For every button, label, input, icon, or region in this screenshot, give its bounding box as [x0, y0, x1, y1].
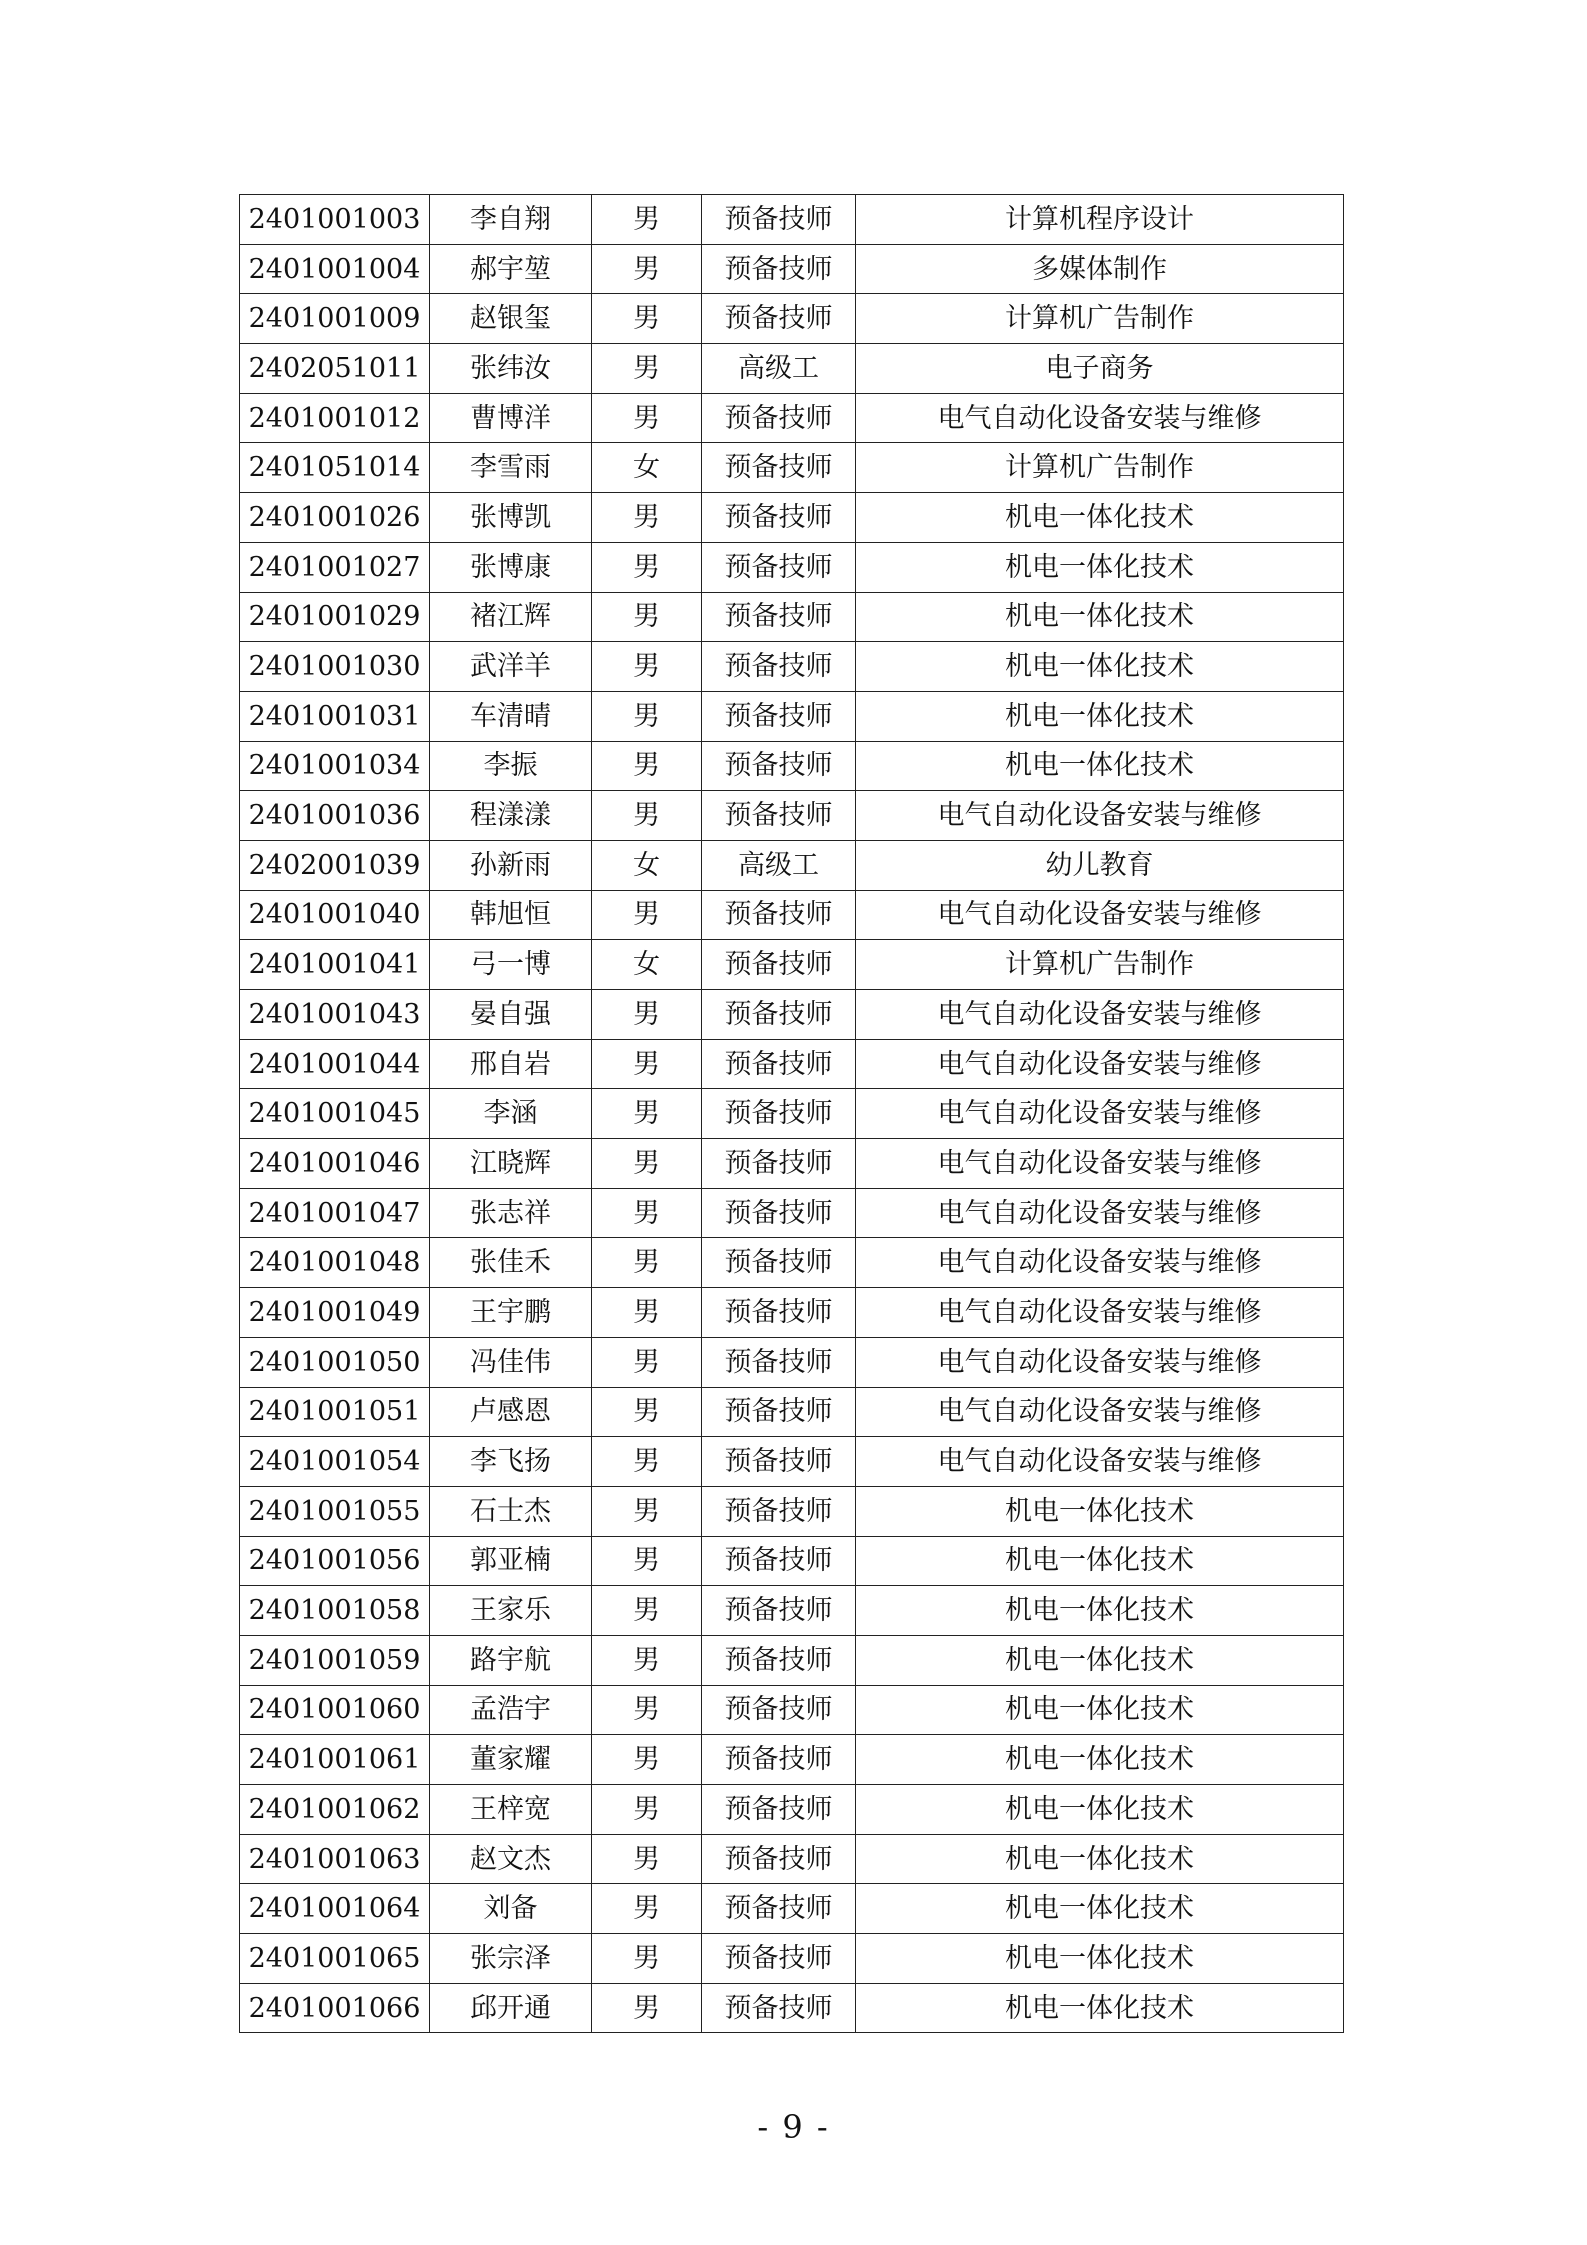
student-id-cell: 2401001046: [240, 1139, 430, 1189]
gender-cell: 男: [592, 1288, 702, 1338]
table-row: [240, 1486, 1344, 1536]
table-row: [240, 443, 1344, 493]
student-name-cell: 李飞扬: [430, 1437, 592, 1487]
gender-cell: 男: [592, 344, 702, 394]
level-cell: 预备技师: [702, 1685, 856, 1735]
table-row: [240, 1039, 1344, 1089]
table-row: [240, 393, 1344, 443]
level-cell: 预备技师: [702, 1983, 856, 2033]
level-cell: 预备技师: [702, 741, 856, 791]
major-cell: 电气自动化设备安装与维修: [856, 393, 1344, 443]
major-cell: 计算机广告制作: [856, 294, 1344, 344]
level-cell: 预备技师: [702, 1039, 856, 1089]
student-name-cell: 赵文杰: [430, 1834, 592, 1884]
student-id-cell: 2401001063: [240, 1834, 430, 1884]
student-name-cell: 孟浩宇: [430, 1685, 592, 1735]
table-row: [240, 1437, 1344, 1487]
student-id-cell: 2402051011: [240, 344, 430, 394]
table-row: [240, 493, 1344, 543]
level-cell: 预备技师: [702, 1635, 856, 1685]
gender-cell: 男: [592, 1337, 702, 1387]
gender-cell: 男: [592, 741, 702, 791]
level-cell: 预备技师: [702, 1536, 856, 1586]
level-cell: 预备技师: [702, 1387, 856, 1437]
level-cell: 预备技师: [702, 890, 856, 940]
gender-cell: 男: [592, 1785, 702, 1835]
student-name-cell: 董家耀: [430, 1735, 592, 1785]
student-name-cell: 赵银玺: [430, 294, 592, 344]
major-cell: 电气自动化设备安装与维修: [856, 1089, 1344, 1139]
student-name-cell: 张博康: [430, 542, 592, 592]
student-name-cell: 江晓辉: [430, 1139, 592, 1189]
student-id-cell: 2401001061: [240, 1735, 430, 1785]
gender-cell: 男: [592, 1039, 702, 1089]
student-id-cell: 2401001030: [240, 642, 430, 692]
table-row: [240, 1685, 1344, 1735]
level-cell: 预备技师: [702, 642, 856, 692]
student-name-cell: 郝宇堃: [430, 244, 592, 294]
student-name-cell: 韩旭恒: [430, 890, 592, 940]
student-name-cell: 王宇鹏: [430, 1288, 592, 1338]
student-name-cell: 张佳禾: [430, 1238, 592, 1288]
level-cell: 预备技师: [702, 990, 856, 1040]
table-row: [240, 940, 1344, 990]
table-row: [240, 791, 1344, 841]
table-row: [240, 1785, 1344, 1835]
student-name-cell: 曹博洋: [430, 393, 592, 443]
student-name-cell: 郭亚楠: [430, 1536, 592, 1586]
gender-cell: 男: [592, 1536, 702, 1586]
level-cell: 预备技师: [702, 1089, 856, 1139]
student-name-cell: 冯佳伟: [430, 1337, 592, 1387]
major-cell: 机电一体化技术: [856, 642, 1344, 692]
table-row: [240, 1586, 1344, 1636]
gender-cell: 男: [592, 1139, 702, 1189]
gender-cell: 男: [592, 1387, 702, 1437]
gender-cell: 男: [592, 990, 702, 1040]
gender-cell: 男: [592, 1437, 702, 1487]
student-id-cell: 2401001040: [240, 890, 430, 940]
student-id-cell: 2401001034: [240, 741, 430, 791]
student-name-cell: 武洋羊: [430, 642, 592, 692]
gender-cell: 男: [592, 1834, 702, 1884]
gender-cell: 男: [592, 1089, 702, 1139]
level-cell: 预备技师: [702, 393, 856, 443]
student-id-cell: 2401001060: [240, 1685, 430, 1735]
table-row: [240, 1983, 1344, 2033]
student-id-cell: 2401001062: [240, 1785, 430, 1835]
student-id-cell: 2401001031: [240, 691, 430, 741]
student-name-cell: 刘备: [430, 1884, 592, 1934]
major-cell: 电气自动化设备安装与维修: [856, 1288, 1344, 1338]
gender-cell: 男: [592, 1735, 702, 1785]
major-cell: 机电一体化技术: [856, 1785, 1344, 1835]
roster-body: [240, 195, 1344, 2033]
level-cell: 预备技师: [702, 1486, 856, 1536]
student-id-cell: 2401001055: [240, 1486, 430, 1536]
student-id-cell: 2401001066: [240, 1983, 430, 2033]
student-name-cell: 张纬汝: [430, 344, 592, 394]
major-cell: 多媒体制作: [856, 244, 1344, 294]
table-row: [240, 1188, 1344, 1238]
student-name-cell: 石士杰: [430, 1486, 592, 1536]
gender-cell: 男: [592, 1586, 702, 1636]
major-cell: 机电一体化技术: [856, 1586, 1344, 1636]
gender-cell: 男: [592, 1635, 702, 1685]
student-id-cell: 2401001047: [240, 1188, 430, 1238]
student-id-cell: 2401001059: [240, 1635, 430, 1685]
student-name-cell: 车清晴: [430, 691, 592, 741]
student-id-cell: 2401001051: [240, 1387, 430, 1437]
major-cell: 电气自动化设备安装与维修: [856, 791, 1344, 841]
level-cell: 预备技师: [702, 1735, 856, 1785]
table-row: [240, 1387, 1344, 1437]
major-cell: 机电一体化技术: [856, 1735, 1344, 1785]
student-name-cell: 路宇航: [430, 1635, 592, 1685]
gender-cell: 男: [592, 1238, 702, 1288]
major-cell: 计算机程序设计: [856, 195, 1344, 245]
table-row: [240, 741, 1344, 791]
major-cell: 机电一体化技术: [856, 592, 1344, 642]
major-cell: 计算机广告制作: [856, 443, 1344, 493]
gender-cell: 男: [592, 393, 702, 443]
page-number: - 9 -: [757, 2108, 830, 2146]
student-id-cell: 2401001058: [240, 1586, 430, 1636]
table-row: [240, 691, 1344, 741]
student-id-cell: 2401001044: [240, 1039, 430, 1089]
major-cell: 电气自动化设备安装与维修: [856, 890, 1344, 940]
table-row: [240, 1635, 1344, 1685]
table-row: [240, 1536, 1344, 1586]
major-cell: 电气自动化设备安装与维修: [856, 1337, 1344, 1387]
student-name-cell: 褚江辉: [430, 592, 592, 642]
student-name-cell: 王梓宽: [430, 1785, 592, 1835]
table-row: [240, 1884, 1344, 1934]
level-cell: 预备技师: [702, 1437, 856, 1487]
major-cell: 机电一体化技术: [856, 691, 1344, 741]
major-cell: 电气自动化设备安装与维修: [856, 1039, 1344, 1089]
gender-cell: 男: [592, 890, 702, 940]
level-cell: 预备技师: [702, 195, 856, 245]
gender-cell: 女: [592, 840, 702, 890]
student-name-cell: 张志祥: [430, 1188, 592, 1238]
student-name-cell: 王家乐: [430, 1586, 592, 1636]
level-cell: 预备技师: [702, 1834, 856, 1884]
gender-cell: 女: [592, 940, 702, 990]
major-cell: 电气自动化设备安装与维修: [856, 1238, 1344, 1288]
student-name-cell: 邢自岩: [430, 1039, 592, 1089]
gender-cell: 男: [592, 542, 702, 592]
table-row: [240, 294, 1344, 344]
table-row: [240, 244, 1344, 294]
level-cell: 预备技师: [702, 1337, 856, 1387]
major-cell: 电气自动化设备安装与维修: [856, 990, 1344, 1040]
major-cell: 计算机广告制作: [856, 940, 1344, 990]
level-cell: 预备技师: [702, 592, 856, 642]
level-cell: 高级工: [702, 344, 856, 394]
table-row: [240, 1089, 1344, 1139]
gender-cell: 男: [592, 195, 702, 245]
student-id-cell: 2401001012: [240, 393, 430, 443]
major-cell: 机电一体化技术: [856, 1635, 1344, 1685]
student-id-cell: 2401001029: [240, 592, 430, 642]
student-id-cell: 2401001036: [240, 791, 430, 841]
student-name-cell: 李涵: [430, 1089, 592, 1139]
student-id-cell: 2401001064: [240, 1884, 430, 1934]
gender-cell: 男: [592, 1934, 702, 1984]
student-name-cell: 李振: [430, 741, 592, 791]
gender-cell: 男: [592, 1188, 702, 1238]
gender-cell: 男: [592, 244, 702, 294]
major-cell: 机电一体化技术: [856, 1884, 1344, 1934]
gender-cell: 男: [592, 294, 702, 344]
major-cell: 机电一体化技术: [856, 1834, 1344, 1884]
student-id-cell: 2401001043: [240, 990, 430, 1040]
level-cell: 预备技师: [702, 791, 856, 841]
gender-cell: 男: [592, 791, 702, 841]
major-cell: 机电一体化技术: [856, 1934, 1344, 1984]
student-name-cell: 张博凯: [430, 493, 592, 543]
student-name-cell: 孙新雨: [430, 840, 592, 890]
major-cell: 机电一体化技术: [856, 1983, 1344, 2033]
major-cell: 电气自动化设备安装与维修: [856, 1437, 1344, 1487]
gender-cell: 男: [592, 642, 702, 692]
table-row: [240, 890, 1344, 940]
major-cell: 电气自动化设备安装与维修: [856, 1188, 1344, 1238]
student-name-cell: 张宗泽: [430, 1934, 592, 1984]
level-cell: 预备技师: [702, 1934, 856, 1984]
student-id-cell: 2401001056: [240, 1536, 430, 1586]
student-name-cell: 李雪雨: [430, 443, 592, 493]
major-cell: 电气自动化设备安装与维修: [856, 1387, 1344, 1437]
gender-cell: 男: [592, 493, 702, 543]
major-cell: 机电一体化技术: [856, 493, 1344, 543]
table-row: [240, 344, 1344, 394]
level-cell: 预备技师: [702, 940, 856, 990]
level-cell: 预备技师: [702, 1586, 856, 1636]
level-cell: 预备技师: [702, 244, 856, 294]
gender-cell: 男: [592, 1685, 702, 1735]
level-cell: 预备技师: [702, 542, 856, 592]
level-cell: 预备技师: [702, 1288, 856, 1338]
table-row: [240, 642, 1344, 692]
major-cell: 机电一体化技术: [856, 1685, 1344, 1735]
gender-cell: 男: [592, 691, 702, 741]
major-cell: 电子商务: [856, 344, 1344, 394]
student-name-cell: 邱开通: [430, 1983, 592, 2033]
level-cell: 预备技师: [702, 443, 856, 493]
table-row: [240, 1735, 1344, 1785]
major-cell: 机电一体化技术: [856, 1486, 1344, 1536]
student-roster-table: [239, 194, 1344, 2033]
student-id-cell: 2401001065: [240, 1934, 430, 1984]
table-row: [240, 1337, 1344, 1387]
gender-cell: 男: [592, 592, 702, 642]
student-id-cell: 2401051014: [240, 443, 430, 493]
gender-cell: 男: [592, 1884, 702, 1934]
level-cell: 预备技师: [702, 294, 856, 344]
table-row: [240, 1288, 1344, 1338]
student-name-cell: 李自翔: [430, 195, 592, 245]
level-cell: 预备技师: [702, 1884, 856, 1934]
table-row: [240, 1238, 1344, 1288]
student-id-cell: 2401001048: [240, 1238, 430, 1288]
student-id-cell: 2401001050: [240, 1337, 430, 1387]
major-cell: 机电一体化技术: [856, 741, 1344, 791]
major-cell: 机电一体化技术: [856, 1536, 1344, 1586]
table-row: [240, 990, 1344, 1040]
student-id-cell: 2401001003: [240, 195, 430, 245]
student-name-cell: 卢感恩: [430, 1387, 592, 1437]
table-row: [240, 195, 1344, 245]
table-row: [240, 592, 1344, 642]
level-cell: 预备技师: [702, 1785, 856, 1835]
gender-cell: 男: [592, 1486, 702, 1536]
major-cell: 电气自动化设备安装与维修: [856, 1139, 1344, 1189]
student-id-cell: 2401001009: [240, 294, 430, 344]
student-id-cell: 2401001004: [240, 244, 430, 294]
student-id-cell: 2402001039: [240, 840, 430, 890]
level-cell: 预备技师: [702, 1238, 856, 1288]
table-row: [240, 1834, 1344, 1884]
student-id-cell: 2401001026: [240, 493, 430, 543]
major-cell: 机电一体化技术: [856, 542, 1344, 592]
major-cell: 幼儿教育: [856, 840, 1344, 890]
student-id-cell: 2401001054: [240, 1437, 430, 1487]
student-name-cell: 晏自强: [430, 990, 592, 1040]
student-id-cell: 2401001049: [240, 1288, 430, 1338]
level-cell: 高级工: [702, 840, 856, 890]
level-cell: 预备技师: [702, 1139, 856, 1189]
student-name-cell: 弓一博: [430, 940, 592, 990]
level-cell: 预备技师: [702, 493, 856, 543]
table-row: [240, 1139, 1344, 1189]
gender-cell: 女: [592, 443, 702, 493]
student-name-cell: 程漾漾: [430, 791, 592, 841]
table-row: [240, 840, 1344, 890]
level-cell: 预备技师: [702, 691, 856, 741]
gender-cell: 男: [592, 1983, 702, 2033]
student-id-cell: 2401001045: [240, 1089, 430, 1139]
table-row: [240, 542, 1344, 592]
table-row: [240, 1934, 1344, 1984]
student-id-cell: 2401001041: [240, 940, 430, 990]
student-id-cell: 2401001027: [240, 542, 430, 592]
level-cell: 预备技师: [702, 1188, 856, 1238]
